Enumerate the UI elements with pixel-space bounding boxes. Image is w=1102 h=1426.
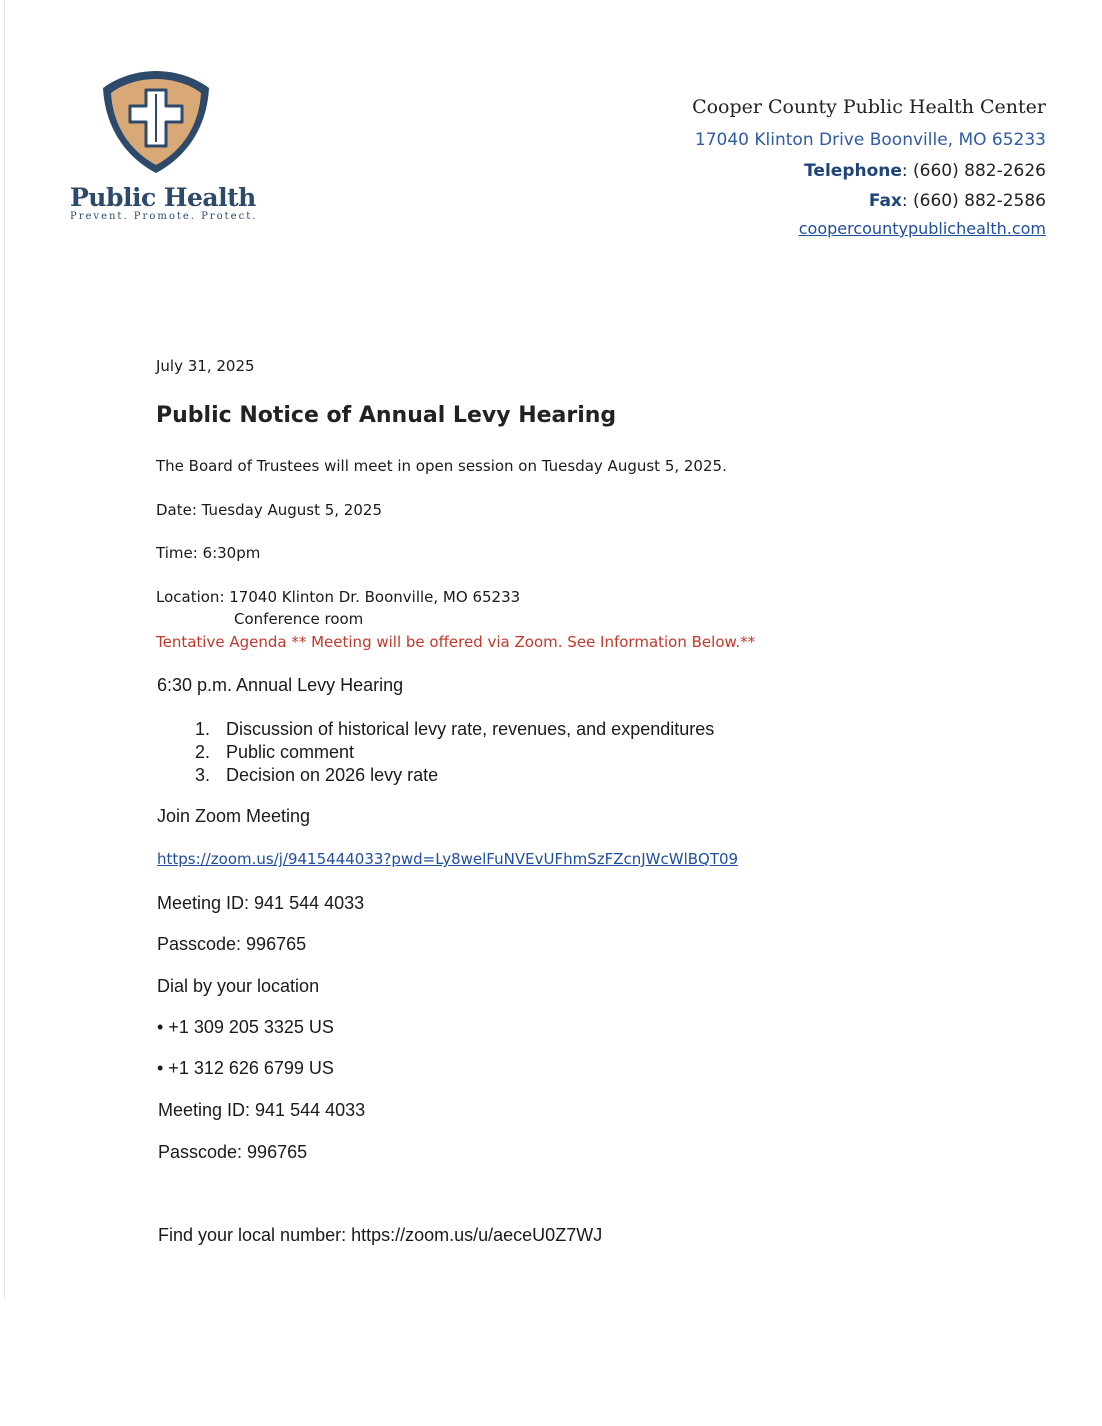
logo-tagline: Prevent. Promote. Protect. xyxy=(70,211,258,222)
meeting-id: Meeting ID: 941 544 4033 xyxy=(157,893,365,913)
telephone-number: : (660) 882-2626 xyxy=(901,161,1046,181)
public-health-shield-logo-icon xyxy=(100,68,212,176)
agenda-item xyxy=(195,718,714,741)
meeting-room: Conference room xyxy=(234,610,364,628)
organization-address: 17040 Klinton Drive Boonville, MO 65233 xyxy=(694,130,1046,150)
agenda-item xyxy=(195,764,714,787)
website-link[interactable]: coopercountypublichealth.com xyxy=(798,219,1046,238)
intro-paragraph: The Board of Trustees will meet in open session on Tuesday August 5, 2025. xyxy=(156,457,727,475)
fax-line xyxy=(869,191,1046,211)
dial-in-number: • +1 312 626 6799 US xyxy=(157,1058,334,1078)
organization-name: Cooper County Public Health Center xyxy=(692,96,1046,118)
logo-wordmark: Public Health xyxy=(70,183,256,212)
tentative-agenda-note: Tentative Agenda ** Meeting will be offered via Zoom. See Information Below.** xyxy=(156,633,756,651)
page-edge xyxy=(4,0,5,1300)
zoom-meeting-link[interactable]: https://zoom.us/j/9415444033?pwd=Ly8welFuNVEvUFhmSzFZcnJWcWlBQT09 xyxy=(157,850,739,868)
local-number-line: Find your local number: https://zoom.us/u/aeceU0Z7WJ xyxy=(158,1225,603,1245)
fax-number: : (660) 882-2586 xyxy=(901,191,1046,211)
passcode: Passcode: 996765 xyxy=(157,934,307,954)
telephone-label: Telephone xyxy=(804,161,902,181)
letter-date: July 31, 2025 xyxy=(156,357,255,375)
meeting-id: Meeting ID: 941 544 4033 xyxy=(158,1100,366,1120)
meeting-time: Time: 6:30pm xyxy=(156,544,261,562)
notice-title: Public Notice of Annual Levy Hearing xyxy=(156,403,617,428)
meeting-date: Date: Tuesday August 5, 2025 xyxy=(156,501,382,519)
join-zoom-label: Join Zoom Meeting xyxy=(157,806,311,826)
agenda-item-number: 3. xyxy=(195,765,211,785)
dial-in-number: • +1 309 205 3325 US xyxy=(157,1017,334,1037)
fax-label: Fax xyxy=(868,191,902,211)
passcode: Passcode: 996765 xyxy=(158,1142,308,1162)
agenda-item-text: Public comment xyxy=(226,742,355,762)
dial-by-location-label: Dial by your location xyxy=(157,976,320,996)
agenda-item xyxy=(195,741,714,764)
meeting-location: Location: 17040 Klinton Dr. Boonville, MO 65233 xyxy=(156,588,521,606)
hearing-heading: 6:30 p.m. Annual Levy Hearing xyxy=(157,675,404,695)
agenda-list xyxy=(195,718,714,787)
agenda-item-text: Decision on 2026 levy rate xyxy=(226,765,439,785)
agenda-item-number: 2. xyxy=(195,742,211,762)
agenda-item-text: Discussion of historical levy rate, revenues, and expenditures xyxy=(226,719,715,739)
agenda-item-number: 1. xyxy=(195,719,211,739)
telephone-line xyxy=(804,161,1046,181)
